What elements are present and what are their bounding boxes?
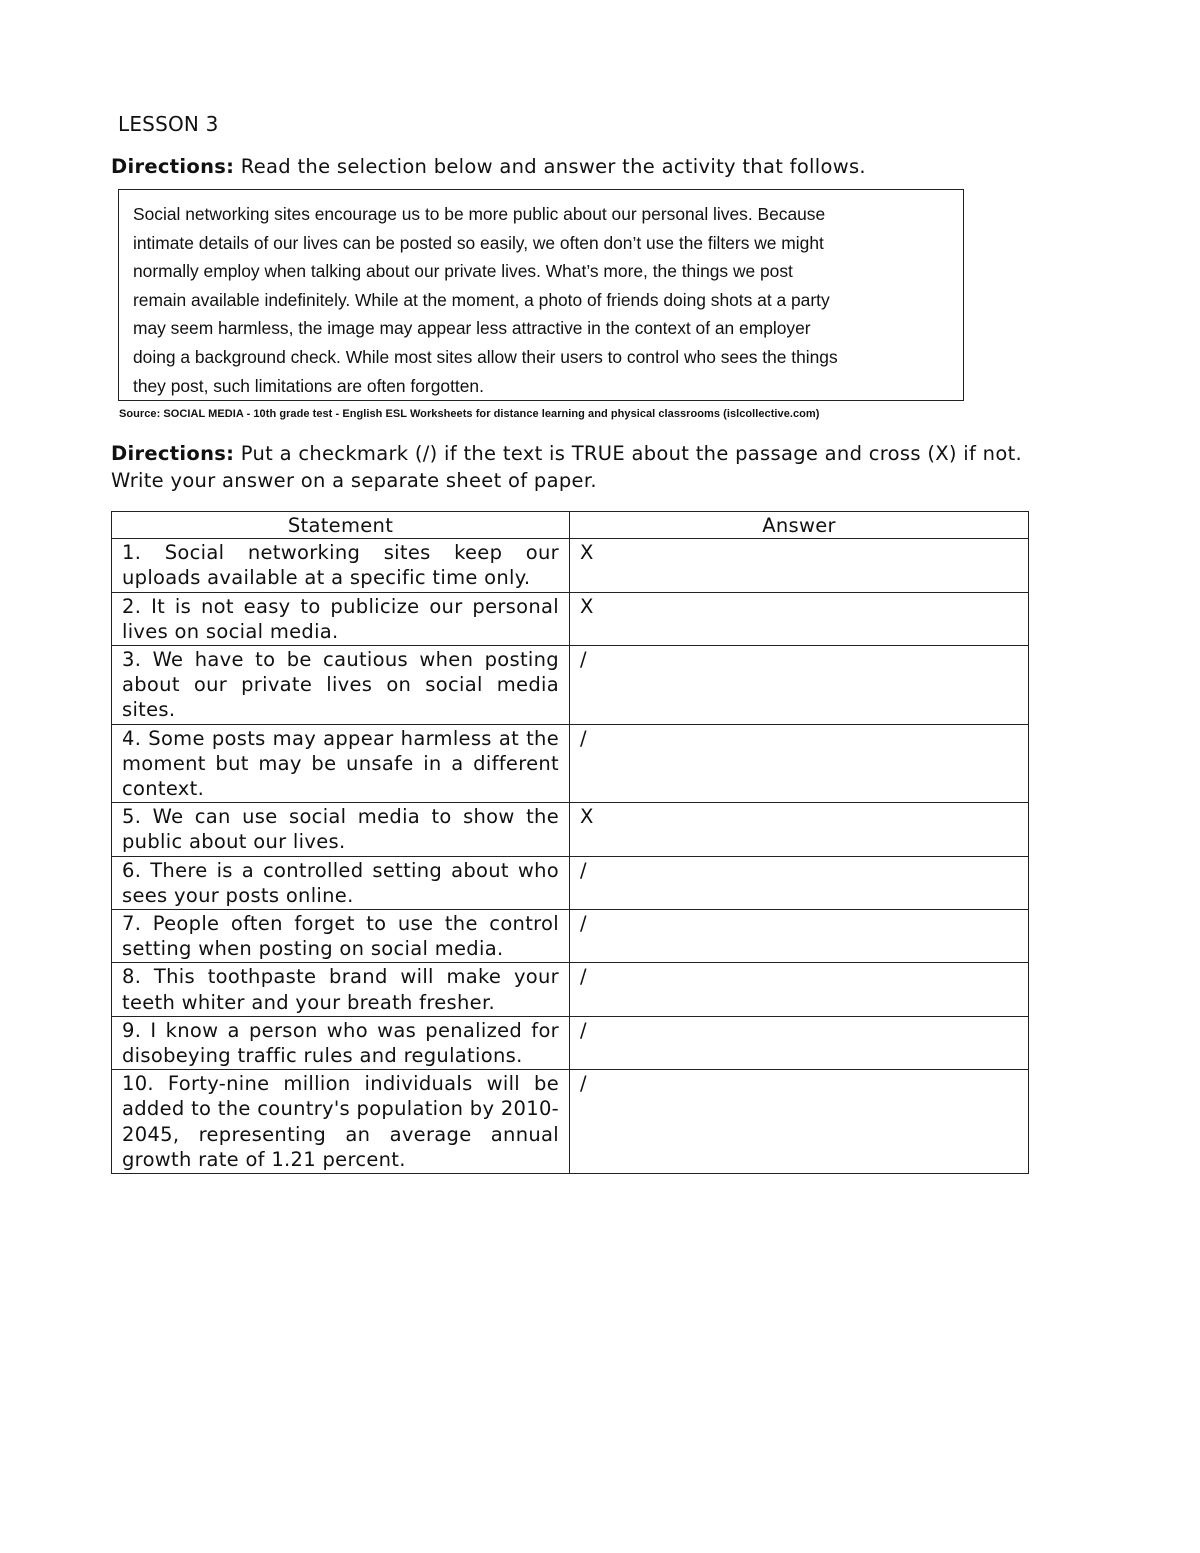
answer-cell: /: [570, 646, 1029, 725]
answer-cell: /: [570, 1070, 1029, 1174]
directions-checkmark: [111, 440, 1046, 494]
passage-line: intimate details of our lives can be posted so easily, we often don’t use the filters we might: [133, 232, 824, 253]
answer-cell: /: [570, 910, 1029, 963]
statement-cell: 8. This toothpaste brand will make your teeth whiter and your breath fresher.: [112, 963, 570, 1016]
table-row: [112, 1070, 1029, 1174]
statement-cell: 4. Some posts may appear harmless at the moment but may be unsafe in a different context.: [112, 724, 570, 803]
table-row: [112, 910, 1029, 963]
answer-cell: /: [570, 1016, 1029, 1069]
passage-line: remain available indefinitely. While at the moment, a photo of friends doing shots at a party: [133, 289, 830, 310]
table-header-row: [112, 512, 1029, 539]
passage-line: they post, such limitations are often forgotten.: [133, 375, 484, 396]
answer-cell: X: [570, 592, 1029, 645]
statement-cell: 9. I know a person who was penalized for disobeying traffic rules and regulations.: [112, 1016, 570, 1069]
directions-read: [111, 153, 1071, 180]
passage-line: normally employ when talking about our private lives. What’s more, the things we post: [133, 261, 793, 282]
directions-label: Directions:: [111, 155, 235, 178]
table-row: [112, 803, 1029, 856]
statement-cell: 3. We have to be cautious when posting about our private lives on social media sites.: [112, 646, 570, 725]
directions-text: Read the selection below and answer the activity that follows.: [234, 155, 866, 178]
answer-cell: /: [570, 856, 1029, 909]
statement-answer-table: [111, 511, 1029, 1174]
source-text: SOCIAL MEDIA - 10th grade test - English ESL Worksheets for distance learning and physical classrooms (islcollective.com): [160, 408, 820, 420]
table-row: [112, 1016, 1029, 1069]
table-row: [112, 646, 1029, 725]
statement-cell: 10. Forty-nine million individuals will be added to the country's population by 2010-2045, representing an average annual growth rate of 1.21 percent.: [112, 1070, 570, 1174]
table-row: [112, 539, 1029, 592]
answer-cell: /: [570, 724, 1029, 803]
directions-text: Put a checkmark (/) if the text is TRUE about the passage and cross (X) if not. Write your answer on a separate sheet of paper.: [111, 442, 1023, 492]
statement-cell: 5. We can use social media to show the public about our lives.: [112, 803, 570, 856]
statement-cell: 6. There is a controlled setting about who sees your posts online.: [112, 856, 570, 909]
answer-cell: X: [570, 803, 1029, 856]
table-row: [112, 592, 1029, 645]
passage-line: Social networking sites encourage us to be more public about our personal lives. Because: [133, 204, 826, 224]
passage-line: doing a background check. While most sites allow their users to control who sees the things: [133, 346, 838, 367]
answer-header: Answer: [570, 512, 1029, 539]
statement-cell: 7. People often forget to use the control setting when posting on social media.: [112, 910, 570, 963]
table-row: [112, 856, 1029, 909]
source-label: Source:: [119, 408, 161, 420]
statement-cell: 1. Social networking sites keep our uploads available at a specific time only.: [112, 539, 570, 592]
table-row: [112, 724, 1029, 803]
answer-cell: X: [570, 539, 1029, 592]
reading-passage: [118, 189, 964, 401]
table-row: [112, 963, 1029, 1016]
passage-line: may seem harmless, the image may appear less attractive in the context of an employer: [133, 318, 811, 339]
statement-cell: 2. It is not easy to publicize our personal lives on social media.: [112, 592, 570, 645]
statement-header: Statement: [112, 512, 570, 539]
directions-label: Directions:: [111, 442, 235, 465]
answer-cell: /: [570, 963, 1029, 1016]
source-citation: [119, 408, 819, 420]
lesson-title: LESSON 3: [118, 112, 219, 136]
